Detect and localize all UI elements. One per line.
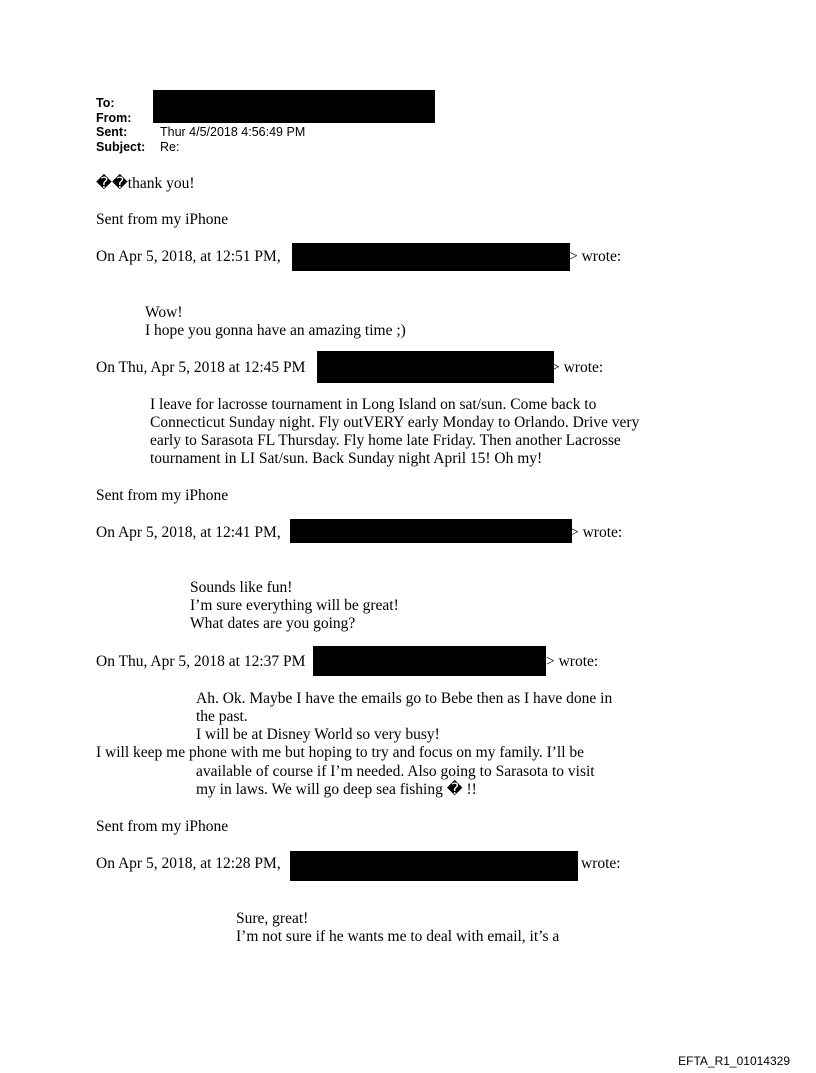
redaction-box [153, 90, 435, 123]
reply-text: ��thank you! [96, 175, 195, 192]
quote-intro: On Thu, Apr 5, 2018 at 12:45 PM [96, 359, 306, 376]
quote-wrote: > wrote: [551, 359, 604, 376]
subject-value: Re: [160, 139, 180, 154]
to-label: To: [96, 96, 115, 110]
sent-label: Sent: [96, 125, 128, 139]
quote-wrote: wrote: [581, 855, 621, 872]
quote-line: Sure, great! [236, 910, 309, 927]
quote-line: Sounds like fun! [190, 579, 293, 596]
quote-line: I leave for lacrosse tournament in Long Island on sat/sun. Come back to [150, 396, 597, 413]
quote-line: I will keep me phone with me but hoping to try and focus on my family. I’ll be [96, 744, 585, 761]
redaction-box [313, 646, 546, 676]
quote-wrote: > wrote: [569, 248, 622, 265]
redaction-box [290, 519, 572, 543]
quote-line: I’m not sure if he wants me to deal with email, it’s a [236, 928, 560, 945]
signature-line: Sent from my iPhone [96, 818, 229, 835]
signature-line: Sent from my iPhone [96, 211, 229, 228]
sent-value: Thur 4/5/2018 4:56:49 PM [160, 125, 306, 139]
subject-row [96, 140, 305, 155]
quote-line: Connecticut Sunday night. Fly outVERY early Monday to Orlando. Drive very [150, 414, 640, 431]
quote-line: available of course if I’m needed. Also going to Sarasota to visit [196, 763, 595, 780]
sent-row [96, 125, 305, 140]
quote-line: the past. [196, 708, 248, 725]
quote-intro: On Apr 5, 2018, at 12:28 PM, [96, 855, 281, 872]
quote-line: Ah. Ok. Maybe I have the emails go to Bebe then as I have done in [196, 690, 613, 707]
redaction-box [317, 351, 554, 383]
quote-line: Wow! [145, 304, 183, 321]
subject-label: Subject: [96, 139, 146, 154]
signature-line: Sent from my iPhone [96, 487, 229, 504]
quote-intro: On Thu, Apr 5, 2018 at 12:37 PM [96, 653, 306, 670]
quote-wrote: > wrote: [570, 524, 623, 541]
quote-line: I hope you gonna have an amazing time ;) [145, 322, 406, 339]
from-label: From: [96, 110, 132, 125]
redaction-box [292, 243, 570, 271]
quote-intro: On Apr 5, 2018, at 12:51 PM, [96, 248, 281, 265]
quote-wrote: > wrote: [546, 653, 599, 670]
document-id: EFTA_R1_01014329 [678, 1054, 790, 1068]
quote-line: my in laws. We will go deep sea fishing � !! [196, 781, 477, 798]
quote-line: tournament in LI Sat/sun. Back Sunday night April 15! Oh my! [150, 450, 543, 467]
quote-line: I’m sure everything will be great! [190, 597, 399, 614]
quote-intro: On Apr 5, 2018, at 12:41 PM, [96, 524, 281, 541]
redaction-box [290, 851, 578, 881]
quote-line: What dates are you going? [190, 615, 356, 632]
quote-line: I will be at Disney World so very busy! [196, 726, 440, 743]
quote-line: early to Sarasota FL Thursday. Fly home late Friday. Then another Lacrosse [150, 432, 621, 449]
